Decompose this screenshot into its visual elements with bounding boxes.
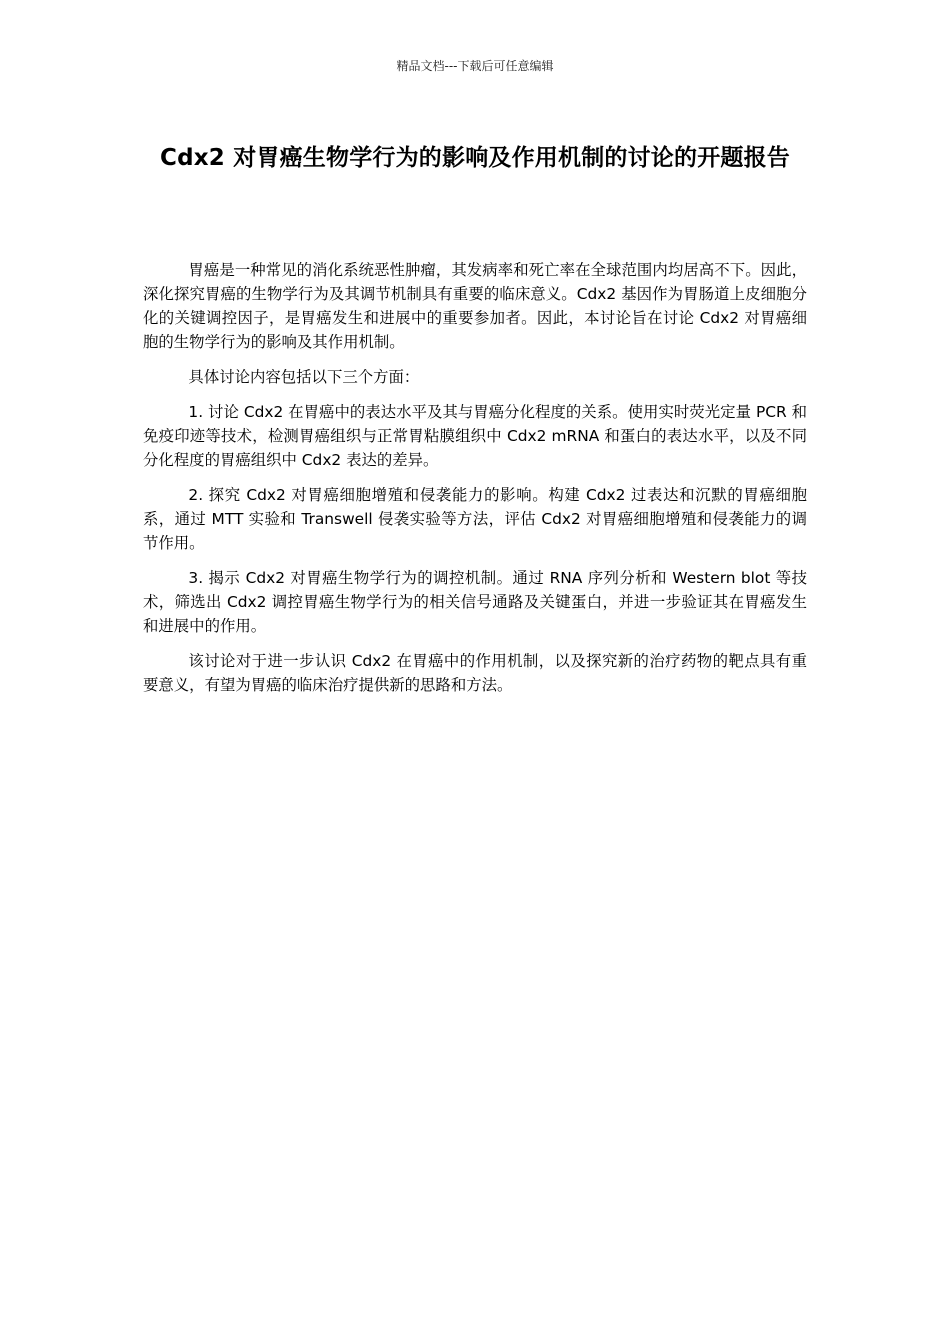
paragraph-item-2: 2. 探究 Cdx2 对胃癌细胞增殖和侵袭能力的影响。构建 Cdx2 过表达和沉默的胃癌细胞系，通过 MTT 实验和 Transwell 侵袭实验等方法，评估 Cdx2 对胃癌细胞增殖和侵袭能力的调节作用。 [143,486,807,552]
document-body [143,258,807,708]
paragraph-conclusion: 该讨论对于进一步认识 Cdx2 在胃癌中的作用机制，以及探究新的治疗药物的靶点具有重要意义，有望为胃癌的临床治疗提供新的思路和方法。 [143,652,807,694]
paragraph-intro: 胃癌是一种常见的消化系统恶性肿瘤，其发病率和死亡率在全球范围内均居高不下。因此，深化探究胃癌的生物学行为及其调节机制具有重要的临床意义。Cdx2 基因作为胃肠道上皮细胞分化的关键调控因子，是胃癌发生和进展中的重要参加者。因此，本讨论旨在讨论 Cdx2 对胃癌细胞的生物学行为的影响及其作用机制。 [143,261,807,351]
paragraph-item-1: 1. 讨论 Cdx2 在胃癌中的表达水平及其与胃癌分化程度的关系。使用实时荧光定量 PCR 和免疫印迹等技术，检测胃癌组织与正常胃粘膜组织中 Cdx2 mRNA 和蛋白的表达水平，以及不同分化程度的胃癌组织中 Cdx2 表达的差异。 [143,403,807,469]
document-title: Cdx2 对胃癌生物学行为的影响及作用机制的讨论的开题报告 [160,145,790,171]
paragraph-overview: 具体讨论内容包括以下三个方面： [188,368,420,386]
paragraph-item-3: 3. 揭示 Cdx2 对胃癌生物学行为的调控机制。通过 RNA 序列分析和 Western blot 等技术，筛选出 Cdx2 调控胃癌生物学行为的相关信号通路及关键蛋白，并进一步验证其在胃癌发生和进展中的作用。 [143,569,807,635]
header-note: 精品文档---下载后可任意编辑 [396,59,554,73]
